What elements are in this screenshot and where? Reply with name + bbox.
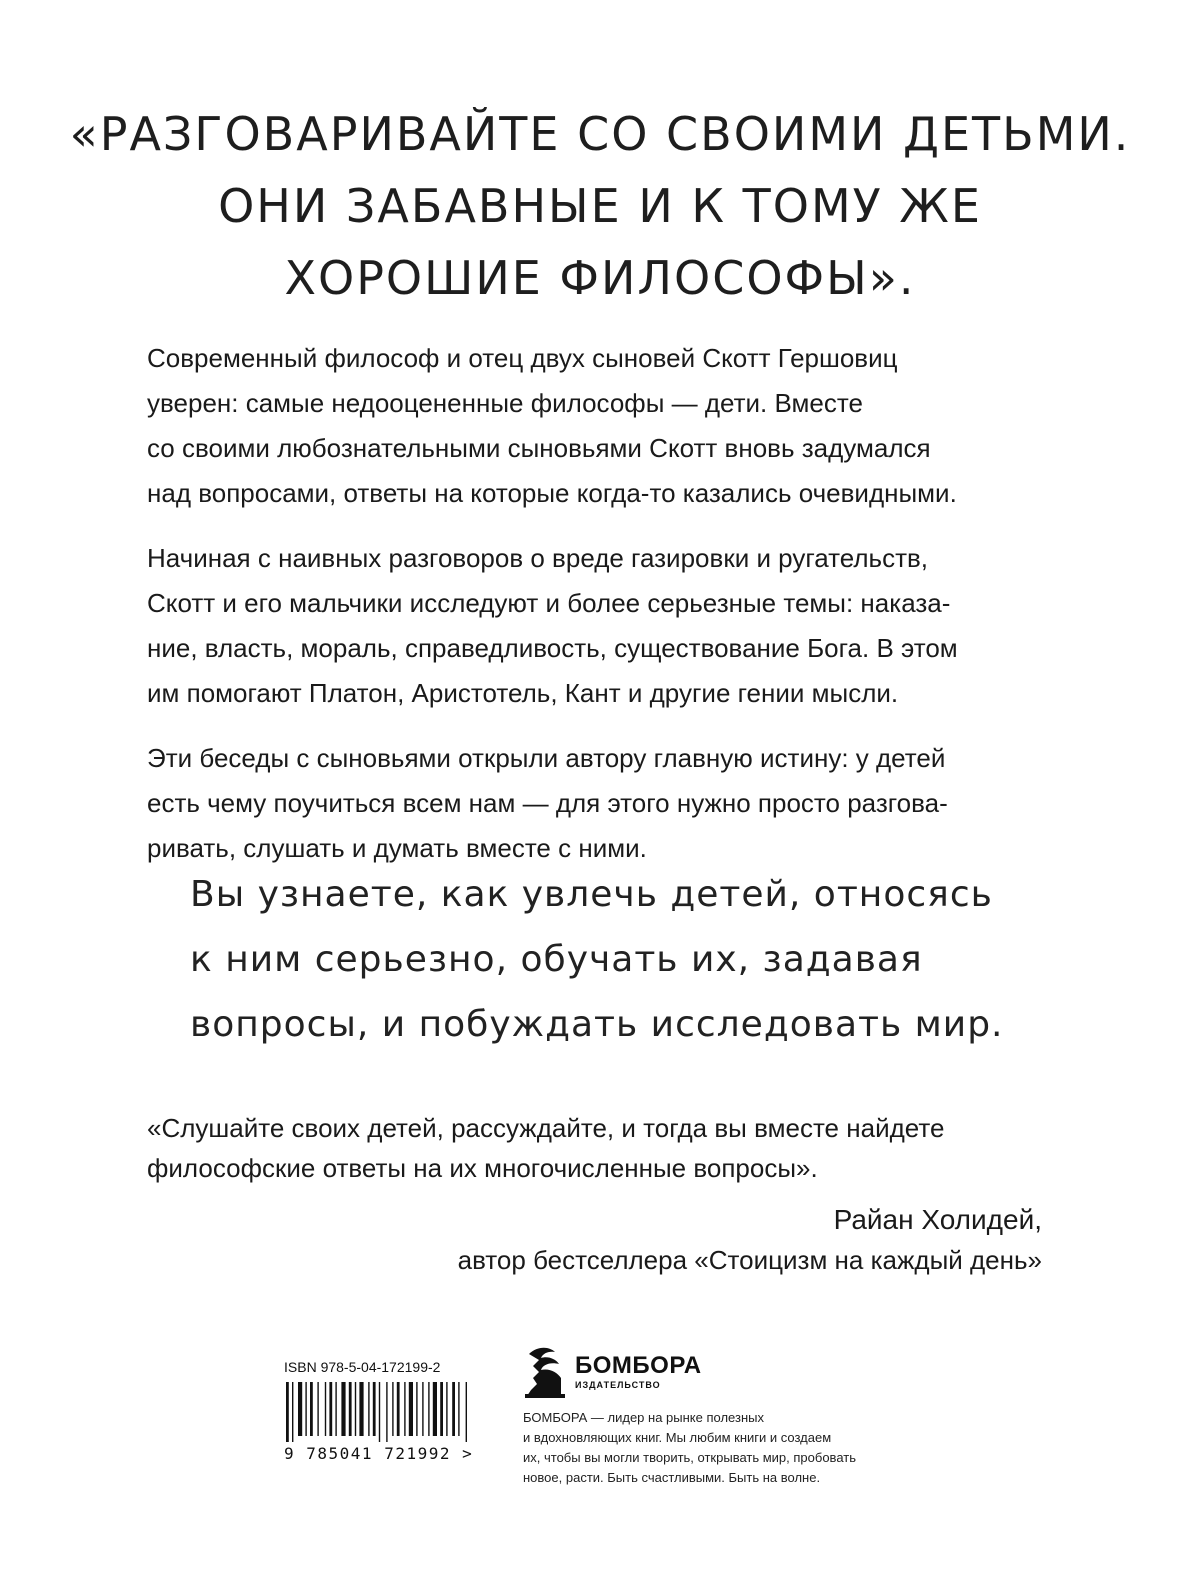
- barcode-bar: [452, 1382, 455, 1436]
- barcode-bar: [335, 1382, 336, 1436]
- callout-line: Вы узнаете, как увлечь детей, относясь: [190, 874, 993, 915]
- callout-line: к ним серьезно, обучать их, задавая: [190, 939, 923, 980]
- barcode-bar: [286, 1382, 289, 1442]
- barcode-bar: [440, 1382, 443, 1436]
- barcode: [284, 1382, 474, 1442]
- endorsement-line: философские ответы на их многочисленные вопросы».: [147, 1153, 818, 1183]
- publisher-description: [523, 1408, 943, 1488]
- handwritten-callout: [190, 862, 1050, 1057]
- barcode-bar: [409, 1382, 413, 1436]
- publisher-description-line: и вдохновляющих книг. Мы любим книги и создаем: [523, 1430, 832, 1445]
- body-line: им помогают Платон, Аристотель, Кант и другие гении мысли.: [147, 678, 899, 708]
- barcode-bar: [433, 1382, 437, 1436]
- barcode-bar: [341, 1382, 345, 1436]
- body-line: Начиная с наивных разговоров о вреде газировки и ругательств,: [147, 543, 929, 573]
- body-line: ние, власть, мораль, справедливость, существование Бога. В этом: [147, 633, 958, 663]
- barcode-bar: [359, 1382, 363, 1436]
- publisher-description-line: новое, расти. Быть счастливыми. Быть на волне.: [523, 1470, 821, 1485]
- body-line: Скотт и его мальчики исследуют и более серьезные темы: наказа-: [147, 588, 951, 618]
- description-paragraph: [147, 736, 1067, 871]
- barcode-bar: [329, 1382, 332, 1436]
- description-paragraph: [147, 336, 1067, 516]
- barcode-bar: [368, 1382, 369, 1436]
- barcode-bar: [373, 1382, 376, 1436]
- barcode-bar: [325, 1382, 326, 1436]
- barcode-bar: [298, 1382, 302, 1436]
- body-line: Современный философ и отец двух сыновей Скотт Гершовиц: [147, 343, 898, 373]
- barcode-bars: [284, 1382, 474, 1442]
- barcode-bar: [310, 1382, 313, 1436]
- body-line: Эти беседы с сыновьями открыли автору главную истину: у детей: [147, 743, 946, 773]
- body-line: уверен: самые недооцененные философы — дети. Вместе: [147, 388, 863, 418]
- barcode-bar: [422, 1382, 423, 1436]
- body-line: над вопросами, ответы на которые когда-то казались очевидными.: [147, 478, 957, 508]
- barcode-bar: [317, 1382, 318, 1436]
- body-line: со своими любознательными сыновьями Скотт вновь задумался: [147, 433, 931, 463]
- barcode-bar: [404, 1382, 405, 1436]
- endorsement-author: Райан Холидей,: [833, 1204, 1042, 1235]
- barcode-bar: [386, 1382, 387, 1442]
- barcode-bar: [349, 1382, 352, 1436]
- endorsement-quote: [147, 1108, 1047, 1188]
- barcode-bar: [305, 1382, 306, 1436]
- headline-line: ХОРОШИЕ ФИЛОСОФЫ».: [284, 251, 916, 305]
- body-line: ривать, слушать и думать вместе с ними.: [147, 833, 647, 863]
- publisher-block: [523, 1342, 943, 1488]
- barcode-bar: [458, 1382, 459, 1436]
- body-line: есть чему поучиться всем нам — для этого нужно просто разгова-: [147, 788, 948, 818]
- publisher-description-line: их, чтобы вы могли творить, открывать мир, пробовать: [523, 1450, 856, 1465]
- publisher-logo: [523, 1342, 943, 1402]
- barcode-bar: [446, 1382, 447, 1436]
- publisher-name: БОМБОРА: [575, 1352, 702, 1379]
- description-body: [147, 336, 1067, 891]
- isbn-block: [284, 1358, 484, 1464]
- endorsement-attribution: [458, 1200, 1042, 1280]
- headline-line: ОНИ ЗАБАВНЫЕ И К ТОМУ ЖЕ: [218, 179, 982, 233]
- description-paragraph: [147, 536, 1067, 716]
- barcode-bar: [355, 1382, 356, 1436]
- publisher-logo-text: [575, 1353, 702, 1391]
- bombora-wave-icon: [523, 1344, 567, 1400]
- barcode-bar: [397, 1382, 400, 1436]
- endorsement-line: «Слушайте своих детей, рассуждайте, и тогда вы вместе найдете: [147, 1113, 945, 1143]
- headline-quote: [0, 98, 1200, 314]
- publisher-subtitle: ИЗДАТЕЛЬСТВО: [575, 1380, 661, 1390]
- barcode-bar: [466, 1382, 467, 1442]
- endorsement-author-title: автор бестселлера «Стоицизм на каждый день»: [457, 1245, 1042, 1275]
- publisher-description-line: БОМБОРА — лидер на рынке полезных: [523, 1410, 764, 1425]
- barcode-bar: [379, 1382, 380, 1442]
- headline-line: «РАЗГОВАРИВАЙТЕ СО СВОИМИ ДЕТЬМИ.: [69, 107, 1131, 161]
- isbn-label: ISBN 978-5-04-172199-2: [284, 1359, 441, 1375]
- barcode-digits: 9 785041 721992 >: [284, 1444, 474, 1463]
- barcode-bar: [428, 1382, 429, 1436]
- barcode-bar: [392, 1382, 393, 1436]
- barcode-bar: [292, 1382, 293, 1442]
- barcode-bar: [416, 1382, 417, 1436]
- callout-line: вопросы, и побуждать исследовать мир.: [190, 1004, 1004, 1045]
